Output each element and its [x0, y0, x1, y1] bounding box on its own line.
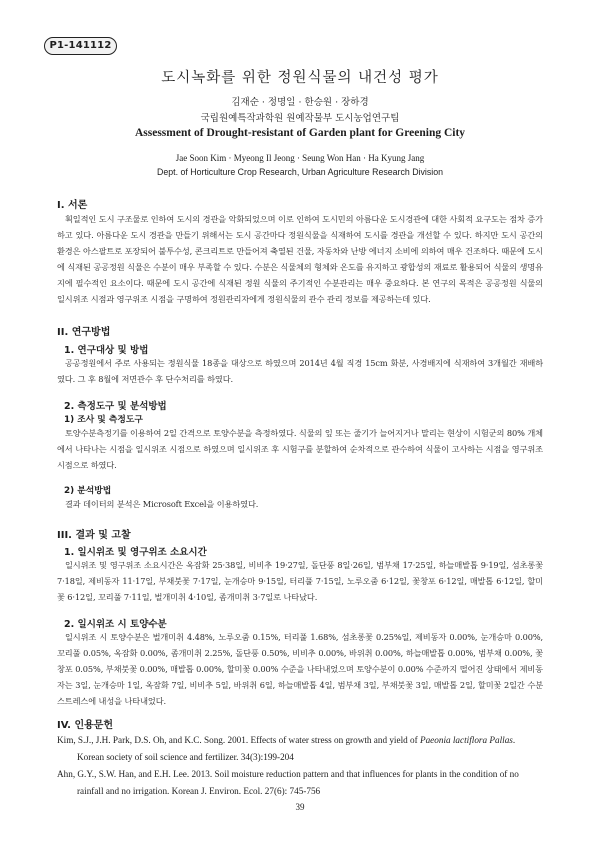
subheading-methods-2: 2. 측정도구 및 분석방법	[64, 401, 167, 412]
reference-item: Kim, S.J., J.H. Park, D.S. Oh, and K.C. Song. 2001. Effects of water stress on growth and yield of Paeonia lactiflora Pallas. Korean society of soil science and fertilizer. 34(3):199-204	[57, 735, 516, 762]
methods-1-body: 공공정원에서 주로 사용되는 정원식물 18종을 대상으로 하였으며 2014년 4월 직경 15cm 화분, 사경배지에 식재하여 3개월간 재배하였다. 그 후 8월에 저면관수 후 단수처리를 하였다.	[57, 358, 543, 384]
section-heading-methods: II. 연구방법	[57, 327, 111, 338]
section-heading-references: IV. 인용문헌	[57, 720, 114, 731]
results-2-body: 일시위조 시 토양수분은 벌개미취 4.48%, 노루오줌 0.15%, 터리풀 1.68%, 섬초롱꽃 0.25%일, 제비동자 0.00%, 눈개승마 0.00%, 꼬리풀 0.05%, 옥잠화 0.00%, 좀개미취 2.25%, 돌단풍 0.50%, 비비추 0.00%, 바위취 0.00%, 하늘매발톱 0.00%, 범부채 0.00%, 꽃창포 0.05%, 부채붓꽃 0.00%, 매발톱 0.00%, 할미꽃 0.00% 수준을 나타내었으며 토양수분이 0.00% 수준까지 떨어진 상태에서 제비동자는 3일, 눈개승마 1일, 옥잠화 7일, 비비추 5일, 바위취 6일, 하늘매발톱 4일, 범부채 3일, 부채붓꽃 3일, 매발톱 2일, 할미꽃 2일간 수분 스트레스에 내성을 나타내었다.	[57, 632, 543, 706]
affiliation-english: Dept. of Horticulture Crop Research, Urban Agriculture Research Division	[156, 167, 444, 177]
subheading-methods-2-1: 1) 조사 및 측정도구	[64, 415, 143, 425]
methods-2-2-body: 결과 데이터의 분석은 Microsoft Excel을 이용하였다.	[65, 499, 259, 509]
poster-id-badge: P1-141112	[44, 37, 117, 55]
methods-2-1-body: 토양수분측정기를 이용하여 2일 간격으로 토양수분을 측정하였다. 식물의 잎 또는 줄기가 늘어지거나 말리는 현상이 시험군의 80% 개체에서 나타나는 시점을 일시위조 시점으로 하였으며 일시위조 후 시험구를 분할하여 순차적으로 관수하여 식물이 고사하는 시점을 영구위조 시점으로 하였다.	[57, 428, 543, 470]
authors-korean: 김재순 · 정명일 · 한승원 · 장하경	[231, 97, 369, 108]
intro-body: 획일적인 도시 구조물로 인하여 도시의 경관을 악화되었으며 이로 인하여 도시민의 아름다운 도시경관에 대한 사회적 요구도는 점차 증가하고 있다. 아름다운 도시 경관을 만들기 위해서는 도시 공간마다 정원식물을 식재하여 도시를 경관을 개선할 수 있다. 하지만 도시 공간의 환경은 아스팔트로 포장되어 불투수성, 콘크리트로 만들어져 축열된 건물, 자동차와 난방 에너지 소비에 의하여 매우 건조하다. 때문에 도시에 식재된 공공정원 식물은 수분이 매우 부족할 수 있다. 수분은 식물체의 형체와 온도를 유지하고 광합성의 재료로 활용되어 식물의 생명유지에 필수적인 요소이다. 때문에 도시 공간에 식재된 정원 식물의 주기적인 수분관리는 매우 중요하다. 본 연구의 목적은 공공정원 식물의 일시위조 시점과 영구위조 시점을 구명하여 정원관리자에게 정원식물의 관수 관리 정보를 제공하는데 있다.	[57, 214, 543, 304]
title-korean: 도시녹화를 위한 정원식물의 내건성 평가	[161, 70, 439, 86]
section-heading-results: III. 결과 및 고찰	[57, 530, 131, 541]
page-number: 39	[295, 802, 305, 812]
results-1-body: 일시위조 및 영구위조 소요시간은 옥잠화 25·38일, 비비추 19·27일, 돌단풍 8일·26일, 범부채 17·25일, 하늘매발톱 9·19일, 섬초롱꽃 7·18일, 제비동자 11·17일, 부채붓꽃 7·17일, 눈개승마 9·15일, 터리풀 7·15일, 노루오줌 6·12일, 꽃창포 6·12일, 매발톱 6·12일, 할미꽃 6·12일, 꼬리풀 7·11일, 벌개미취 4·10일, 좀개미취 3·7일로 나타났다.	[57, 560, 543, 602]
affiliation-korean: 국립원예특작과학원 원예작물부 도시농업연구팀	[200, 113, 400, 124]
title-english: Assessment of Drought-resistant of Garden plant for Greening City	[134, 127, 466, 139]
subheading-methods-2-2: 2) 분석방법	[64, 486, 112, 496]
subheading-results-2: 2. 일시위조 시 토양수분	[64, 619, 167, 630]
section-heading-intro: I. 서론	[57, 200, 88, 211]
reference-item: Ahn, G.Y., S.W. Han, and E.H. Lee. 2013. Soil moisture reduction pattern and that influences for plants in the condition of no rainfall and no irrigation. Korean J. Environ. Ecol. 27(6): 745-756	[57, 769, 519, 796]
subheading-methods-1: 1. 연구대상 및 방법	[64, 345, 149, 356]
subheading-results-1: 1. 일시위조 및 영구위조 소요시간	[64, 547, 207, 558]
authors-english: Jae Soon Kim · Myeong Il Jeong · Seung Won Han · Ha Kyung Jang	[175, 153, 425, 163]
species-name-italic: Paeonia lactiflora Pallas	[419, 735, 513, 745]
